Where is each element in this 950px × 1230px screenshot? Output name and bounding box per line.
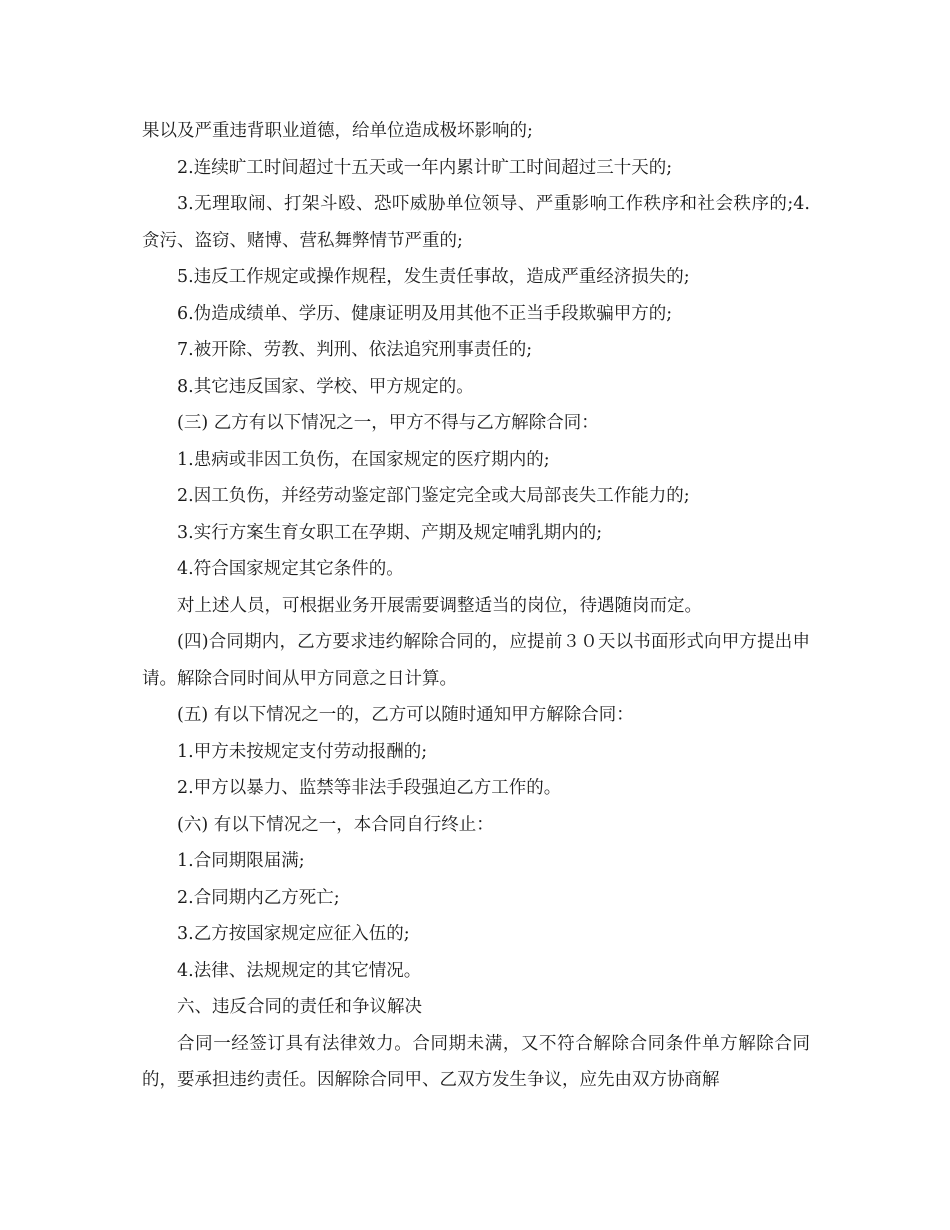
section3-item-4: 4.符合国家规定其它条件的。 <box>177 559 404 579</box>
section3-item-2: 2.因工负伤，并经劳动鉴定部门鉴定完全或大局部丧失工作能力的; <box>177 486 690 506</box>
section6-item-2: 2.合同期内乙方死亡; <box>177 887 340 908</box>
section-heading-4: (四)合同期内，乙方要求违约解除合同的，应提前３０天以书面形式向甲方提出申请。解除合同时间从甲方同意之日计算。 <box>142 632 810 689</box>
clause-item-2: 2.连续旷工时间超过十五天或一年内累计旷工时间超过三十天的; <box>177 157 673 178</box>
section3-item-3: 3.实行方案生育女职工在孕期、产期及规定哺乳期内的; <box>177 522 603 543</box>
section5-item-2: 2.甲方以暴力、监禁等非法手段强迫乙方工作的。 <box>177 778 562 798</box>
clause-item-3-4: 3.无理取闹、打架斗殴、恐吓威胁单位领导、严重影响工作秩序和社会秩序的;4.贪污、盗窃、赌博、营私舞弊情节严重的; <box>142 194 810 251</box>
section-heading-3: (三) 乙方有以下情况之一，甲方不得与乙方解除合同： <box>177 413 599 433</box>
section6-item-4: 4.法律、法规规定的其它情况。 <box>177 960 422 981</box>
section-heading-5: (五) 有以下情况之一的，乙方可以随时通知甲方解除合同： <box>177 705 634 725</box>
section-heading-6: (六) 有以下情况之一，本合同自行终止： <box>177 814 494 835</box>
section3-item-1: 1.患病或非因工负伤，在国家规定的医疗期内的; <box>177 449 550 470</box>
clause-item-8: 8.其它违反国家、学校、甲方规定的。 <box>177 376 474 397</box>
paragraph-continuation: 果以及严重违背职业道德，给单位造成极坏影响的; <box>142 121 533 141</box>
chapter-heading-6: 六、违反合同的责任和争议解决 <box>177 997 422 1017</box>
clause-item-5: 5.违反工作规定或操作规程，发生责任事故，造成严重经济损失的; <box>177 267 690 287</box>
chapter6-paragraph: 合同一经签订具有法律效力。合同期未满，又不符合解除合同条件单方解除合同的，要承担违约责任。因解除合同甲、乙双方发生争议，应先由双方协商解 <box>142 1033 810 1090</box>
clause-item-6: 6.伪造成绩单、学历、健康证明及用其他不正当手段欺骗甲方的; <box>177 303 673 324</box>
section6-item-3: 3.乙方按国家规定应征入伍的; <box>177 924 410 944</box>
section3-note: 对上述人员，可根据业务开展需要调整适当的岗位，待遇随岗而定。 <box>177 595 702 616</box>
section6-item-1: 1.合同期限届满; <box>177 851 305 871</box>
clause-item-7: 7.被开除、劳教、判刑、依法追究刑事责任的; <box>177 340 533 360</box>
section5-item-1: 1.甲方未按规定支付劳动报酬的; <box>177 741 428 762</box>
document-body <box>142 113 810 1099</box>
